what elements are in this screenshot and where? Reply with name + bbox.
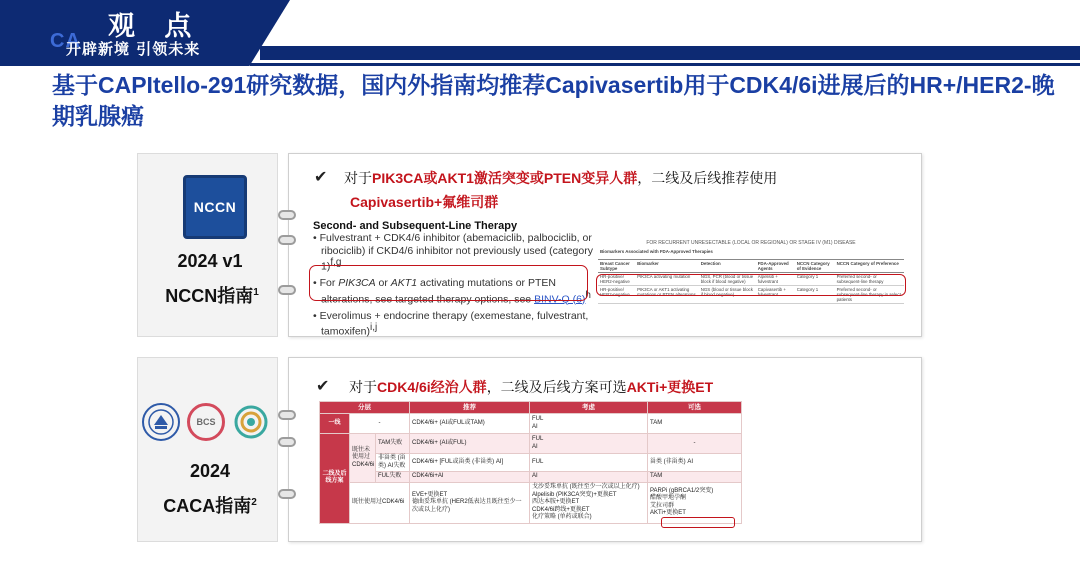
binv-link[interactable]: BINV-Q (6) [534,293,586,305]
table-cell: FUL [530,454,648,472]
binder-ring [278,285,296,295]
table-row [320,472,742,483]
bullet2-gene1: PIK3CA [338,277,376,289]
table-cell [410,483,530,524]
table-cell: - [648,434,742,454]
table-cell: HR-positive/ HER2-negative [598,285,635,303]
table-row [320,414,742,434]
table-cell: CDK4/6i+ (AI或FUL) [410,434,530,454]
list-item: AI [532,443,538,450]
bullet-item: • For PIK3CA or AKT1 activating mutations or PTEN alterations, see targeted therapy options, see BINV-Q (6)h [313,277,591,305]
binder-ring [278,489,296,499]
nccn-guideline-name [150,282,274,308]
table-cell: Alpelisib + fulvestrant [756,272,795,285]
table-row [598,259,904,272]
caca-emblem-icon [142,403,180,441]
table-header: Biomarker [635,259,699,272]
caca-year: 2024 [189,461,231,481]
table-cell: CDK4/6i+ [FUL或甾类 (非甾类) AI] [410,454,530,472]
bullet1-text: Fulvestrant + CDK4/6 inhibitor (abemaciclib, palbociclib, or ribociclib) if CKD4/6 inhibitor not previously used (category 1) [319,232,593,273]
table-header: NCCN Category of Evidence [795,259,835,272]
binder-ring [278,210,296,220]
list-item: CDK4/6i跨线+更换ET [532,506,590,513]
caca-rec-prefix: 对于 [349,379,377,395]
caca-sup: 2 [251,497,257,508]
table-cell: TAM [648,414,742,434]
table-cell: 既往使用过CDK4/6i [350,483,410,524]
ca-logo: CA [50,30,81,52]
table-cell: AI [530,472,648,483]
nccn-name-text: NCCN指南 [165,286,254,306]
nccn-rec-prefix: 对于 [344,170,372,186]
banner-title: 观 点 [108,11,202,42]
table-row [320,434,742,454]
nccn-rec-highlight: PIK3CA或AKT1激活突变或PTEN变异人群 [372,170,638,186]
bullet1-sup: f,g [330,257,342,268]
list-item: AI [532,423,538,430]
nccn-recommendation [344,168,904,188]
banner-thin-line [250,63,1080,66]
table-cell: NGS, PCR (blood or tissue block if blood negative) [699,272,756,285]
table-row [598,248,904,259]
banner-subtitle: 开辟新境 引领未来 [66,40,201,58]
table-cell: PIK3CA activating mutation [635,272,699,285]
caca-rec-highlight: CDK4/6i经治人群 [377,379,487,395]
table-cell: CDK4/6i+AI [410,472,530,483]
table-header: FDA-Approved Agents [756,259,795,272]
table-header: 考虑 [530,402,648,414]
swirl-logo-icon [232,403,270,441]
bullet3-text: Everolimus + endocrine therapy (exemestane, fulvestrant, tamoxifen) [319,309,589,338]
nccn-rec-suffix: ，二线及后线推荐使用 [637,170,778,186]
highlight-oval [596,274,906,296]
list-item: 戈沙妥珠单抗 (既往至少一次或以上化疗) [532,484,640,490]
table-header: Detection [699,259,756,272]
list-item: Alpelisib (PIK3CA突变)+更换ET [532,491,617,498]
table-cell: 既往未使用过CDK4/6i [350,434,376,483]
table-row [320,402,742,414]
table-cell: Category 1 [795,285,835,303]
bullet3-sup: i,j [370,322,378,333]
mini-sub-caption: Biomarkers Associated with FDA-Approved Therapies [598,248,904,259]
list-item: 化疗策略 (单药或联合) [532,514,592,520]
bcs-logo: BCS [187,403,225,441]
table-cell [530,434,648,454]
list-item: 西达本胺+更换ET [532,499,580,505]
caca-logos [142,398,270,446]
bullet2-sup: h [585,289,591,301]
table-header: 可选 [648,402,742,414]
highlight-oval [661,517,735,528]
check-icon: ✔ [316,378,330,395]
table-cell [530,483,648,524]
table-cell: NGS (blood or tissue block if blood negative) [699,285,756,303]
table-header: NCCN Category of Preference [835,259,904,272]
list-item: EVE+更换ET [412,491,448,498]
caca-rec-suffix: ，二线及后线方案可选 [486,379,627,395]
bullet2-gene2: AKT1 [390,277,418,289]
therapy-title: Second- and Subsequent-Line Therapy [313,220,518,232]
list-item: 醋酸甲地孕酮 [650,495,687,502]
table-cell: 甾类 (非甾类) AI [648,454,742,472]
table-cell: PIK3CA or AKT1 activating mutations or PTEN alterations [635,285,699,303]
caca-rec-regimen: AKTi+更换ET [626,379,714,395]
caca-name-text: CACA指南 [163,496,252,516]
table-cell: - [350,414,410,434]
row-label-first-line: 一线 [320,414,350,434]
table-cell: HR-positive/ HER2-negative [598,272,635,285]
list-item: FUL [532,436,544,442]
list-item: AKTi+更换ET [650,510,686,517]
table-header: 分层 [320,402,410,414]
table-cell: Capivasertib + fulvestrant [756,285,795,303]
nccn-rec-regimen: Capivasertib+氟维司群 [350,194,499,210]
table-cell: FUL失败 [376,472,410,483]
table-row [320,454,742,472]
slide-title: 基于CAPItello-291研究数据，国内外指南均推荐Capivasertib用于CDK4/6i进展后的HR+/HER2-晚期乳腺癌 [52,72,1055,129]
header-banner [0,0,1080,68]
binder-ring [278,437,296,447]
row-label-second-line: 二线及后线方案 [320,434,350,524]
highlight-oval [309,265,588,301]
banner-stripe [260,46,1080,60]
bullet2-pre: For [319,277,339,289]
bullet-item: • Fulvestrant + CDK4/6 inhibitor (abemaciclib, palbociclib, or ribociclib) if CKD4/6 inhibitor not previously used (category 1)f,g [313,232,593,273]
list-item: PARPi (gBRCA1/2突变) [650,487,714,494]
table-cell: TAM失败 [376,434,410,454]
table-cell: Category 1 [795,272,835,285]
caca-table [319,401,742,524]
check-icon: ✔ [314,169,328,186]
table-cell: TAM [648,472,742,483]
list-item: FUL [532,416,544,422]
mini-table-caption: FOR RECURRENT UNRESECTABLE (LOCAL OR REGIONAL) OR STAGE IV (M1) DISEASE [646,240,856,246]
table-cell: 非甾类 (甾类) AI失败 [376,454,410,472]
binder-ring [278,410,296,420]
table-header: 推荐 [410,402,530,414]
list-item: 德曲妥珠单抗 (HER2低表达且既往至少一次或以上化疗) [412,499,522,513]
caca-guideline-name [146,492,274,518]
caca-recommendation [349,377,909,397]
table-cell: Preferred second- or subsequent-line therapy in select patients [835,285,904,303]
nccn-year: 2024 v1 [177,251,243,271]
list-item: 艾拉司群 [650,502,675,509]
nccn-logo: NCCN [183,175,247,239]
binder-ring [278,235,296,245]
nccn-sup: 1 [253,287,259,298]
table-cell: Preferred second- or subsequent-line therapy [835,272,904,285]
table-cell: CDK4/6i+ (AI或FUL或TAM) [410,414,530,434]
bullet-item: • Everolimus + endocrine therapy (exemestane, fulvestrant, tamoxifen)i,j [313,309,589,338]
bullet2-mid: or [375,277,391,289]
table-header: Breast Cancer Subtype [598,259,635,272]
table-cell [530,414,648,434]
bullet2-rest: activating mutations or PTEN alterations, see targeted therapy options, see [321,277,556,305]
